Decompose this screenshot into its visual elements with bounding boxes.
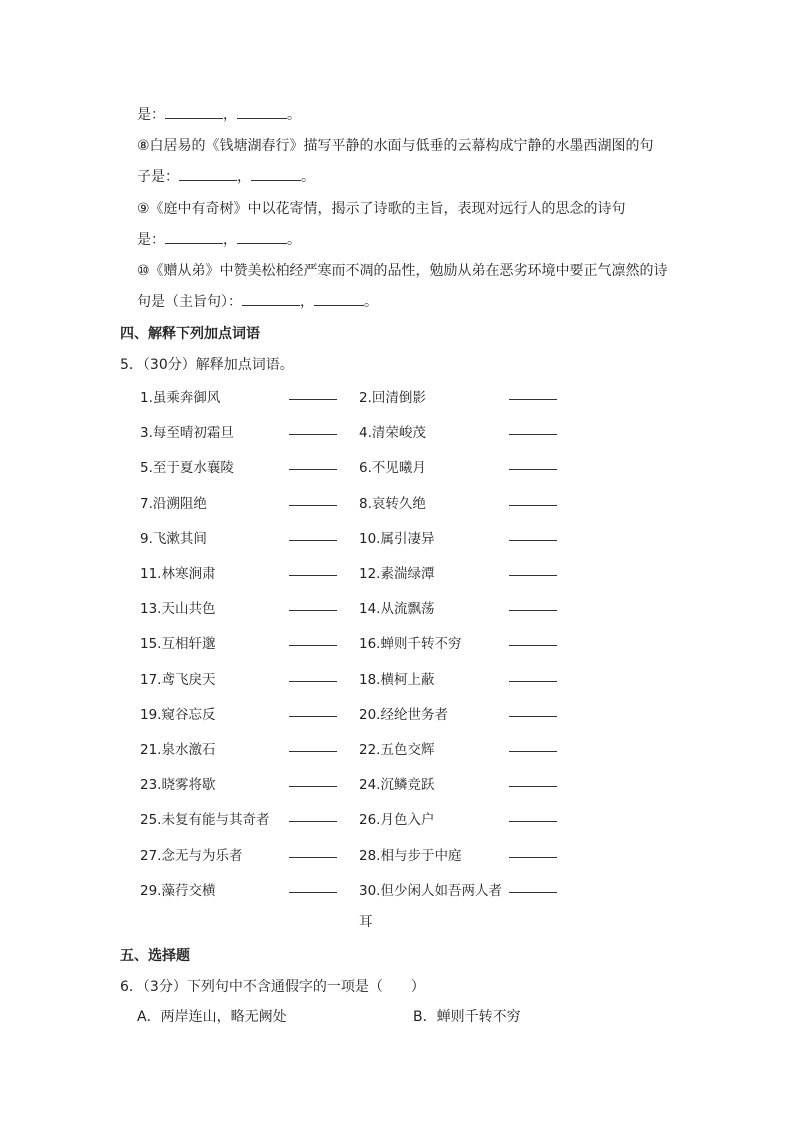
fill-line-7b <box>137 104 301 124</box>
answer-blank[interactable] <box>289 575 337 576</box>
vocab-item: 4.清荣峻茂 <box>359 425 426 442</box>
fill-item-9 <box>137 198 626 218</box>
vocab-item: 13.天山共色 <box>140 601 216 618</box>
vocab-item: 5.至于夏水襄陵 <box>140 460 234 477</box>
vocab-item: 26.月色入户 <box>359 812 435 829</box>
vocab-item: 22.五色交辉 <box>359 742 435 758</box>
answer-blank[interactable] <box>289 399 337 400</box>
answer-blank[interactable] <box>289 505 337 506</box>
period: 。 <box>301 169 315 185</box>
answer-blank[interactable] <box>509 434 557 435</box>
section-5-heading: 五、选择题 <box>120 948 190 964</box>
vocab-row <box>0 773 794 793</box>
vocab-row <box>0 879 794 899</box>
answer-blank[interactable] <box>237 231 287 244</box>
fill-item-10-text: ⑩《赠从弟》中赞美松柏经严寒而不凋的品性，勉励从弟在恶劣环境中要正气凛然的诗 <box>137 263 668 279</box>
answer-blank[interactable] <box>509 540 557 541</box>
answer-blank[interactable] <box>509 681 557 682</box>
vocab-item: 12.素湍绿潭 <box>359 566 435 582</box>
vocab-item: 8.哀转久绝 <box>359 495 426 512</box>
vocab-item: 3.每至晴初霜旦 <box>140 425 234 442</box>
answer-blank[interactable] <box>314 293 364 306</box>
question-5: 5．（30分）解释加点词语。 <box>120 357 294 373</box>
fill-line-7b-text: 是： <box>137 107 165 123</box>
answer-blank[interactable] <box>509 786 557 787</box>
answer-blank[interactable] <box>289 821 337 822</box>
comma: ， <box>237 169 251 185</box>
answer-blank[interactable] <box>165 231 223 244</box>
answer-blank[interactable] <box>289 645 337 646</box>
answer-blank[interactable] <box>237 106 287 119</box>
answer-blank[interactable] <box>165 106 223 119</box>
vocab-row <box>0 808 794 828</box>
vocab-item: 17.鸢飞戾天 <box>140 671 216 688</box>
vocab-row <box>0 421 794 441</box>
vocab-row <box>0 703 794 723</box>
vocab-row <box>0 668 794 688</box>
vocab-item: 29.藻荇交横 <box>140 882 216 899</box>
fill-item-10-cont <box>137 291 378 311</box>
vocab-row <box>0 597 794 617</box>
comma: ， <box>223 232 237 248</box>
answer-blank[interactable] <box>509 751 557 752</box>
vocab-item: 27.念无与为乐者 <box>140 847 243 864</box>
vocab-row <box>0 562 794 582</box>
vocab-item: 10.属引凄异 <box>359 530 435 547</box>
vocab-item-30-tail: 耳 <box>359 914 373 930</box>
vocab-row <box>0 492 794 512</box>
vocab-item: 7.沿溯阻绝 <box>140 495 207 512</box>
period: 。 <box>287 107 301 123</box>
vocab-item: 20.经纶世务者 <box>359 706 448 723</box>
section-4-heading: 四、解释下列加点词语 <box>120 326 260 342</box>
fill-item-8-text: ⑧白居易的《钱塘湖春行》描写平静的水面与低垂的云幕构成宁静的水墨西湖图的句 <box>137 138 654 154</box>
answer-blank[interactable] <box>509 469 557 470</box>
answer-blank[interactable] <box>289 716 337 717</box>
period: 。 <box>287 232 301 248</box>
vocab-row <box>0 738 794 758</box>
vocab-row <box>0 632 794 652</box>
vocab-item: 1.虽乘奔御风 <box>140 390 221 406</box>
answer-blank[interactable] <box>289 857 337 858</box>
vocab-row <box>0 844 794 864</box>
answer-blank[interactable] <box>242 293 300 306</box>
answer-blank[interactable] <box>289 751 337 752</box>
answer-blank[interactable] <box>509 505 557 506</box>
answer-blank[interactable] <box>289 681 337 682</box>
answer-blank[interactable] <box>509 821 557 822</box>
vocab-item: 6.不见曦月 <box>359 460 426 477</box>
fill-item-8 <box>137 135 654 155</box>
answer-blank[interactable] <box>509 610 557 611</box>
fill-item-10 <box>137 260 668 280</box>
fill-item-9-text: ⑨《庭中有奇树》中以花寄情，揭示了诗歌的主旨，表现对远行人的思念的诗句 <box>137 201 626 217</box>
vocab-item: 30.但少闲人如吾两人者 <box>359 882 502 899</box>
fill-item-8-cont <box>137 166 315 186</box>
fill-item-9-cont <box>137 229 301 249</box>
vocab-item: 28.相与步于中庭 <box>359 847 462 864</box>
fill-item-9-text-cont: 是： <box>137 232 165 248</box>
comma: ， <box>223 107 237 123</box>
vocab-item: 24.沉鳞竞跃 <box>359 777 435 794</box>
answer-blank[interactable] <box>509 399 557 400</box>
answer-blank[interactable] <box>509 575 557 576</box>
vocab-item: 9.飞漱其间 <box>140 530 207 547</box>
vocab-item: 15.互相轩邈 <box>140 636 216 653</box>
answer-blank[interactable] <box>289 892 337 893</box>
vocab-row <box>0 386 794 406</box>
fill-item-10-text-cont: 句是（主旨句）： <box>137 294 242 310</box>
vocab-item: 19.窥谷忘反 <box>140 706 216 723</box>
vocab-item: 18.横柯上蔽 <box>359 671 435 688</box>
vocab-item: 14.从流飘荡 <box>359 601 435 618</box>
answer-blank[interactable] <box>289 786 337 787</box>
fill-item-8-text-cont: 子是： <box>137 169 179 185</box>
answer-blank[interactable] <box>509 645 557 646</box>
period: 。 <box>364 294 378 310</box>
vocab-item: 25.未复有能与其奇者 <box>140 812 270 829</box>
answer-blank[interactable] <box>289 434 337 435</box>
answer-blank[interactable] <box>509 716 557 717</box>
answer-blank[interactable] <box>509 857 557 858</box>
answer-blank[interactable] <box>289 469 337 470</box>
vocab-item: 11.林寒涧肃 <box>140 566 216 582</box>
vocab-row <box>0 527 794 547</box>
option-b[interactable]: B．蝉则千转不穷 <box>413 1009 521 1025</box>
comma: ， <box>300 294 314 310</box>
option-a[interactable]: A．两岸连山，略无阙处 <box>137 1009 287 1025</box>
answer-blank[interactable] <box>289 540 337 541</box>
answer-blank[interactable] <box>289 610 337 611</box>
vocab-row <box>0 456 794 476</box>
vocab-item: 16.蝉则千转不穷 <box>359 636 462 653</box>
vocab-item: 23.晓雾将歇 <box>140 777 216 794</box>
vocab-item: 2.回清倒影 <box>359 390 426 406</box>
answer-blank[interactable] <box>251 168 301 181</box>
answer-blank[interactable] <box>509 892 557 893</box>
vocab-item: 21.泉水激石 <box>140 742 216 758</box>
question-6: 6．（3分）下列句中不含通假字的一项是（ ） <box>120 979 425 995</box>
answer-blank[interactable] <box>179 168 237 181</box>
